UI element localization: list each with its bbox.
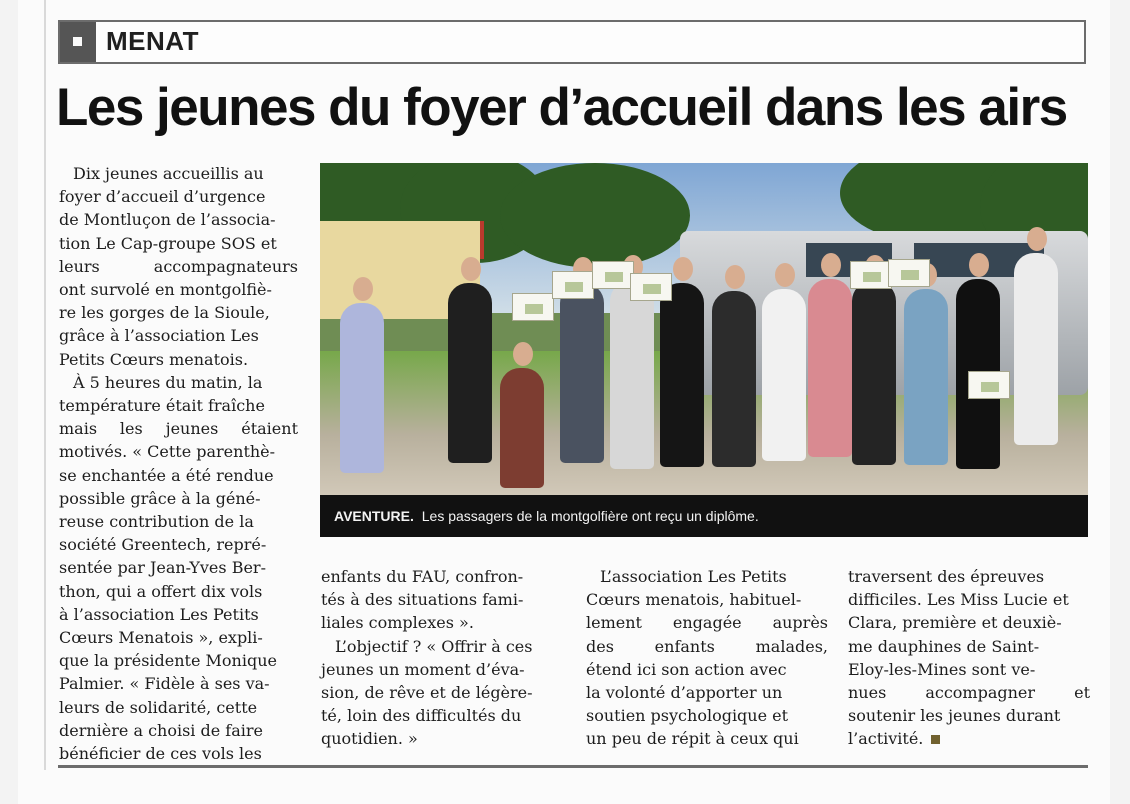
person-head <box>969 253 989 277</box>
column-line: dernière a choisi de faire <box>59 720 263 740</box>
column-line-text: l’activité. <box>848 729 924 749</box>
article-column-2 <box>321 565 563 751</box>
column-line: la volonté d’apporter un <box>586 683 783 703</box>
caption-label: AVENTURE. <box>334 508 414 524</box>
column-line: soutien psychologique et <box>586 706 789 726</box>
column-line: sentée par Jean-Yves Ber- <box>59 558 266 578</box>
section-square-icon <box>60 22 96 62</box>
caption-text: Les passagers de la montgolfière ont reçu un diplôme. <box>421 508 759 524</box>
photo-person <box>560 283 604 463</box>
left-divider <box>44 0 46 770</box>
column-line: Petits Cœurs menatois. <box>59 349 249 369</box>
article-photo <box>320 163 1088 495</box>
column-line: mais les jeunes étaient <box>59 419 298 439</box>
column-line: Cœurs Menatois », expli- <box>59 628 263 648</box>
column-line: té, loin des difficultés du <box>321 706 522 726</box>
photo-person <box>500 368 544 488</box>
bottom-divider <box>58 765 1088 768</box>
column-line: ont survolé en montgolfiè- <box>59 280 272 300</box>
column-line: à l’association Les Petits <box>59 604 259 624</box>
photo-person <box>448 283 492 463</box>
column-line: quotidien. » <box>321 729 418 749</box>
photo-person <box>1014 253 1058 445</box>
column-line: reuse contribution de la <box>59 512 254 532</box>
column-line: étend ici son action avec <box>586 659 787 679</box>
column-line <box>848 727 1090 750</box>
column-line: À 5 heures du matin, la <box>73 372 263 392</box>
article-column-4 <box>848 565 1090 751</box>
photo-person <box>852 281 896 465</box>
column-line: société Greentech, repré- <box>59 535 267 555</box>
article-end-square-icon <box>931 735 940 744</box>
person-head <box>725 265 745 289</box>
column-line: Dix jeunes accueillis au <box>73 164 264 183</box>
diploma <box>850 261 892 289</box>
photo-caption <box>320 495 1088 537</box>
column-line: tion Le Cap-groupe SOS et <box>59 233 277 253</box>
photo-tree <box>500 163 690 268</box>
photo-person <box>762 289 806 461</box>
column-line: traversent des épreuves <box>848 567 1045 586</box>
column-line: un peu de répit à ceux qui <box>586 729 799 749</box>
person-head <box>353 277 373 301</box>
article-headline: Les jeunes du foyer d’accueil dans les airs <box>56 78 1067 137</box>
column-line: grâce à l’association Les <box>59 326 259 346</box>
column-line: température était fraîche <box>59 396 265 416</box>
column-line: re les gorges de la Sioule, <box>59 303 270 323</box>
column-line: sion, de rêve et de légère- <box>321 683 533 703</box>
column-line: enfants du FAU, confron- <box>321 567 524 586</box>
photo-person <box>904 289 948 465</box>
column-line: de Montluçon de l’associa- <box>59 210 276 230</box>
article-column-3 <box>586 565 828 751</box>
person-head <box>775 263 795 287</box>
person-head <box>673 257 693 281</box>
column-line: thon, qui a offert dix vols <box>59 581 263 601</box>
diploma <box>592 261 634 289</box>
column-line: bénéficier de ces vols les <box>59 744 262 764</box>
column-line: nues accompagner et <box>848 683 1090 703</box>
column-line: lement engagée auprès <box>586 613 828 633</box>
column-line: des enfants malades, <box>586 636 828 656</box>
column-line: que la présidente Monique <box>59 651 277 671</box>
photo-person <box>808 279 852 457</box>
column-line: motivés. « Cette parenthè- <box>59 442 276 462</box>
section-header <box>58 20 1086 64</box>
photo-person <box>340 303 384 473</box>
photo-person <box>610 281 654 469</box>
column-line: Eloy-les-Mines sont ve- <box>848 659 1036 679</box>
diploma <box>512 293 554 321</box>
column-line: jeunes un moment d’éva- <box>321 659 525 679</box>
column-line: possible grâce à la géné- <box>59 488 261 508</box>
person-head <box>1027 227 1047 251</box>
column-line: leurs de solidarité, cette <box>59 697 258 717</box>
column-line: foyer d’accueil d’urgence <box>59 187 266 207</box>
column-line: se enchantée a été rendue <box>59 465 274 485</box>
column-line: leurs accompagnateurs <box>59 256 298 276</box>
person-head <box>461 257 481 281</box>
column-line: L’association Les Petits <box>600 567 787 586</box>
diploma <box>630 273 672 301</box>
section-label: MENAT <box>106 26 200 56</box>
photo-person <box>712 291 756 467</box>
column-line: me dauphines de Saint- <box>848 636 1040 656</box>
column-line: liales complexes ». <box>321 613 474 633</box>
diploma <box>552 271 594 299</box>
diploma <box>888 259 930 287</box>
article-column-1 <box>59 162 298 765</box>
column-line: Palmier. « Fidèle à ses va- <box>59 674 270 694</box>
column-line: L’objectif ? « Offrir à ces <box>335 636 533 656</box>
photo-person <box>660 283 704 467</box>
column-line: tés à des situations fami- <box>321 590 524 610</box>
column-line: Cœurs menatois, habituel- <box>586 590 802 610</box>
column-line: Clara, première et deuxiè- <box>848 613 1062 633</box>
person-head <box>821 253 841 277</box>
column-line: soutenir les jeunes durant <box>848 706 1061 726</box>
column-line: difficiles. Les Miss Lucie et <box>848 590 1069 610</box>
person-head <box>513 342 533 366</box>
diploma <box>968 371 1010 399</box>
